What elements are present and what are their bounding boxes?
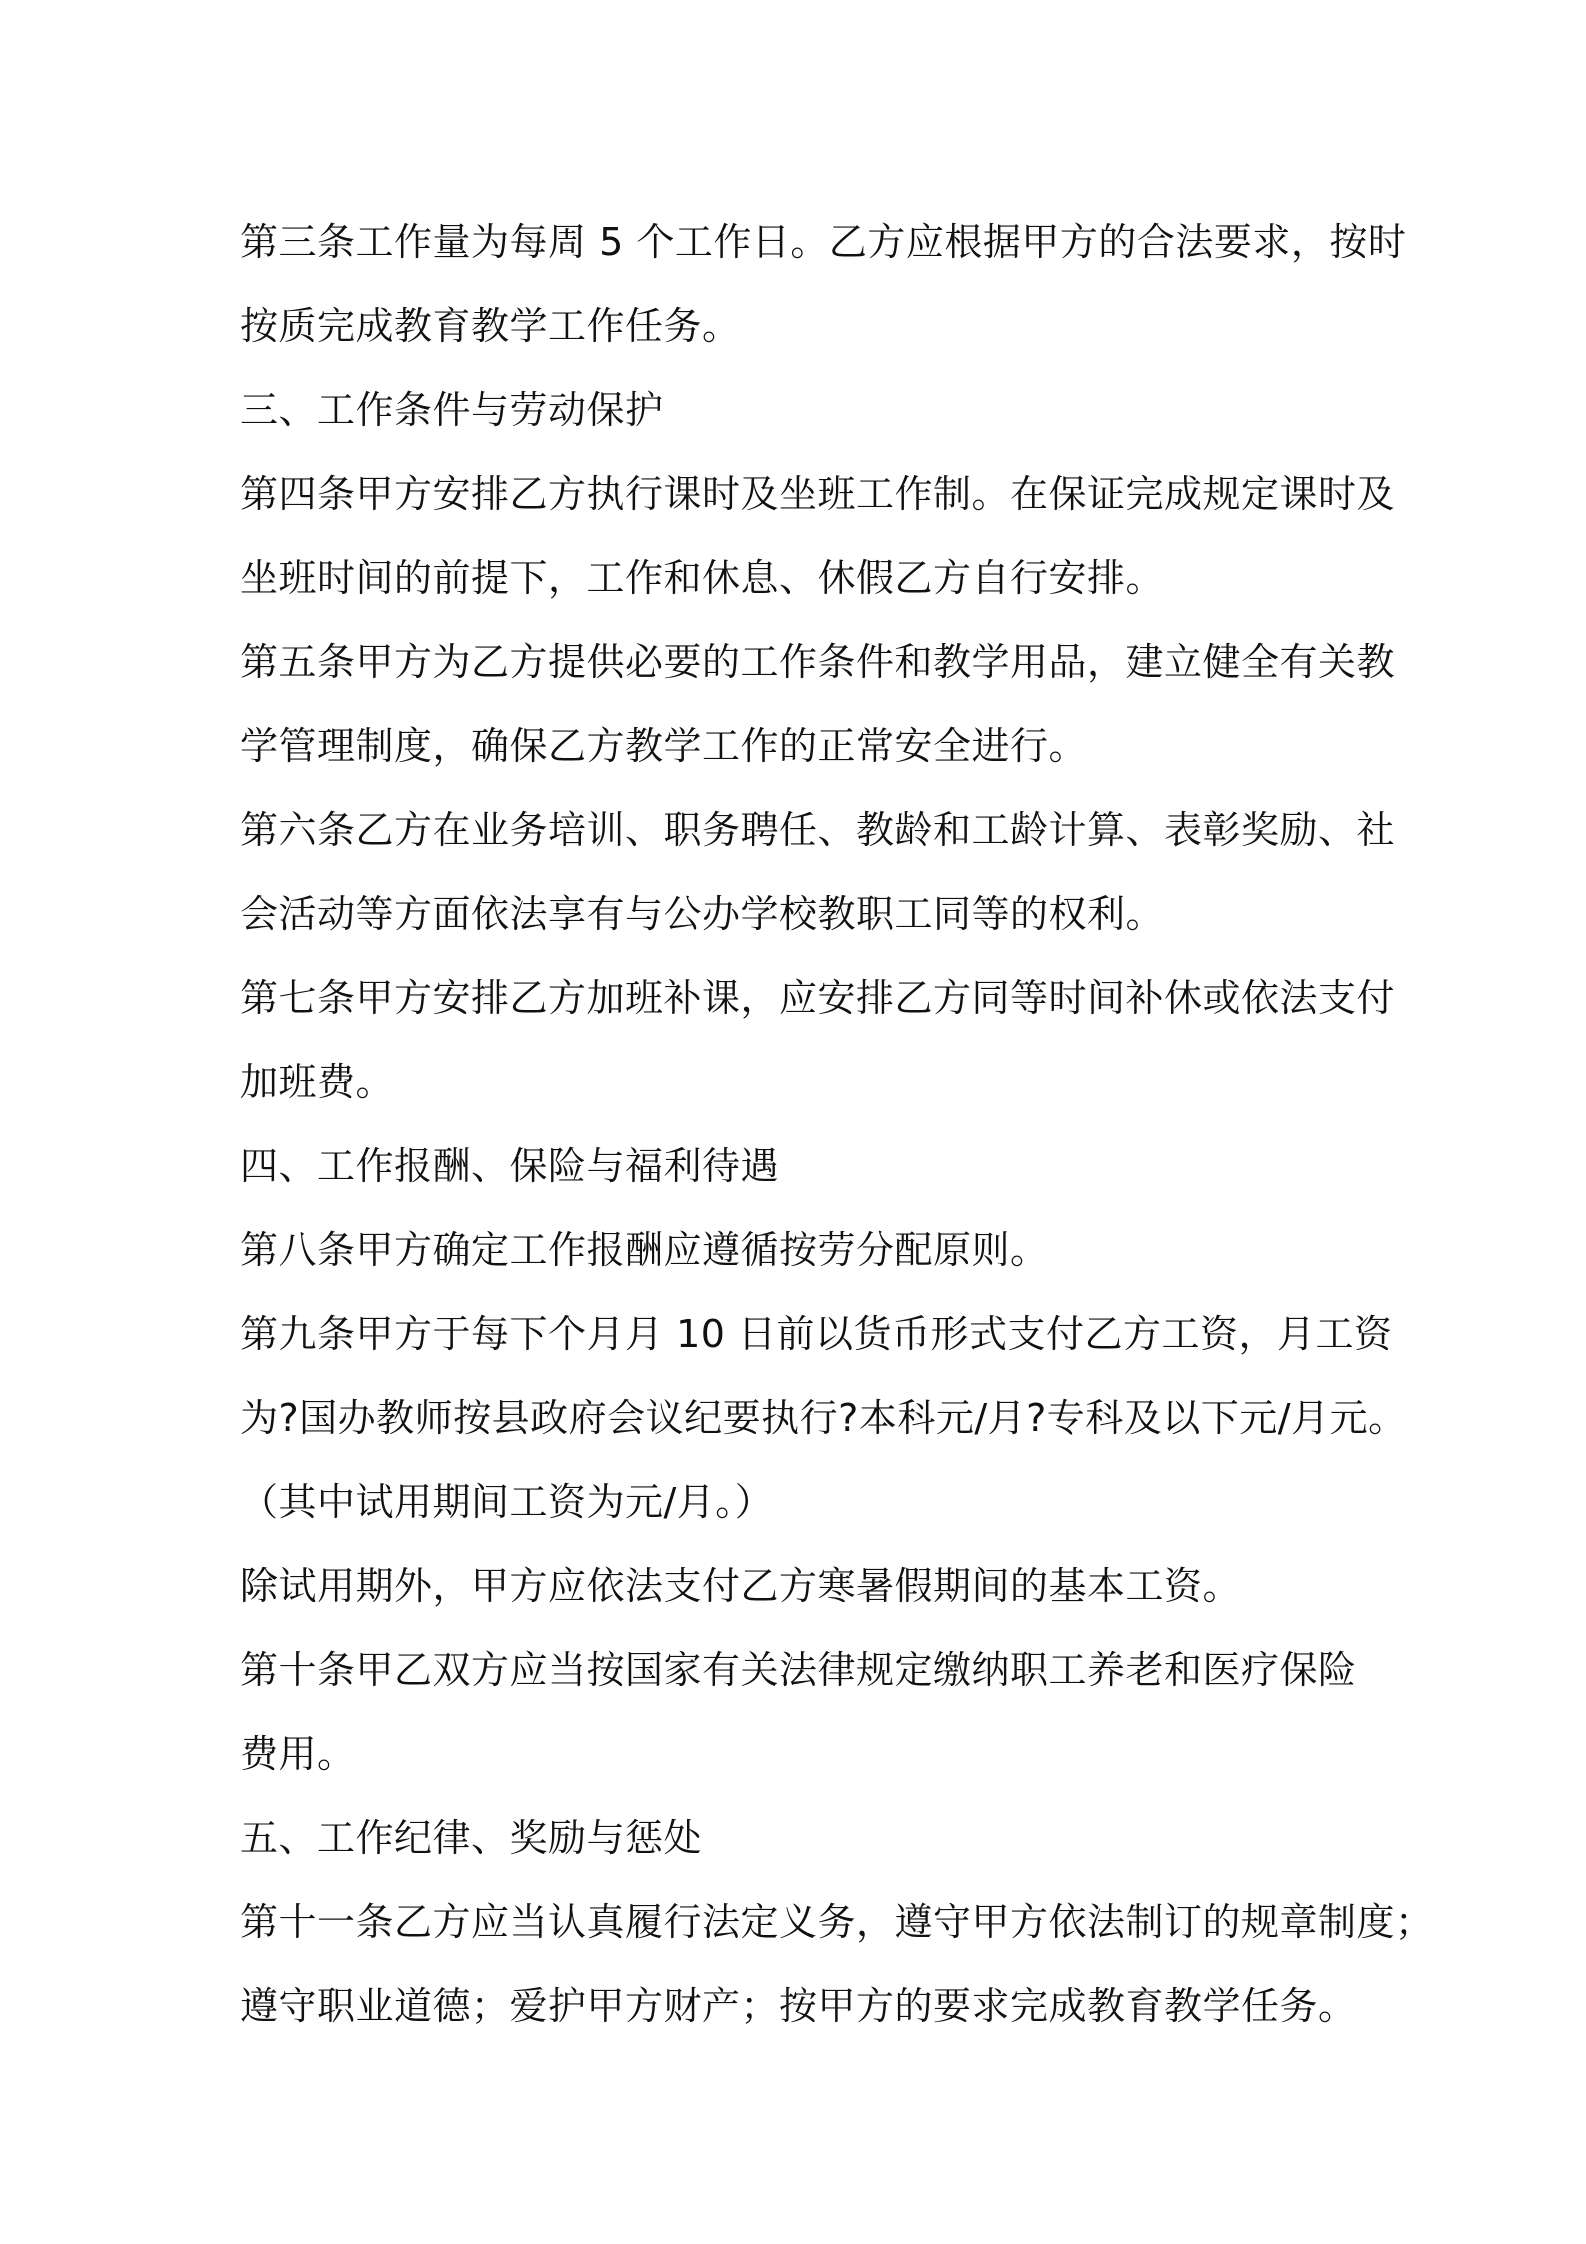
text-line: 坐班时间的前提下，工作和休息、休假乙方自行安排。 xyxy=(240,556,1165,600)
text-line: 第九条甲方于每下个月月 10 日前以货币形式支付乙方工资，月工资 xyxy=(240,1312,1393,1356)
text-line: 第四条甲方安排乙方执行课时及坐班工作制。在保证完成规定课时及 xyxy=(240,472,1396,516)
text-line: 第三条工作量为每周 5 个工作日。乙方应根据甲方的合法要求，按时 xyxy=(240,220,1407,264)
text-line: 除试用期外，甲方应依法支付乙方寒暑假期间的基本工资。 xyxy=(240,1564,1242,1608)
text-line: 第六条乙方在业务培训、职务聘任、教龄和工龄计算、表彰奖励、社 xyxy=(240,808,1396,852)
text-line: 为?国办教师按县政府会议纪要执行?本科元/月?专科及以下元/月元。 xyxy=(240,1396,1407,1440)
text-line: 第十条甲乙双方应当按国家有关法律规定缴纳职工养老和医疗保险 xyxy=(240,1648,1357,1692)
text-line: 第八条甲方确定工作报酬应遵循按劳分配原则。 xyxy=(240,1228,1049,1272)
text-line: 会活动等方面依法享有与公办学校教职工同等的权利。 xyxy=(240,892,1165,936)
text-line: 加班费。 xyxy=(240,1060,395,1104)
text-line: 费用。 xyxy=(240,1732,356,1776)
section-heading: 四、工作报酬、保险与福利待遇 xyxy=(240,1144,780,1188)
document-body xyxy=(240,200,1434,2048)
text-line: 第十一条乙方应当认真履行法定义务，遵守甲方依法制订的规章制度； xyxy=(240,1900,1434,1944)
text-line: 第七条甲方安排乙方加班补课，应安排乙方同等时间补休或依法支付 xyxy=(240,976,1396,1020)
text-line: 遵守职业道德；爱护甲方财产；按甲方的要求完成教育教学任务。 xyxy=(240,1984,1357,2028)
text-line: 按质完成教育教学工作任务。 xyxy=(240,304,741,348)
section-heading: 三、工作条件与劳动保护 xyxy=(240,388,664,432)
text-line: 学管理制度，确保乙方教学工作的正常安全进行。 xyxy=(240,724,1088,768)
text-line: 第五条甲方为乙方提供必要的工作条件和教学用品，建立健全有关教 xyxy=(240,640,1396,684)
section-heading: 五、工作纪律、奖励与惩处 xyxy=(240,1816,703,1860)
text-line: （其中试用期间工资为元/月。） xyxy=(240,1480,774,1524)
